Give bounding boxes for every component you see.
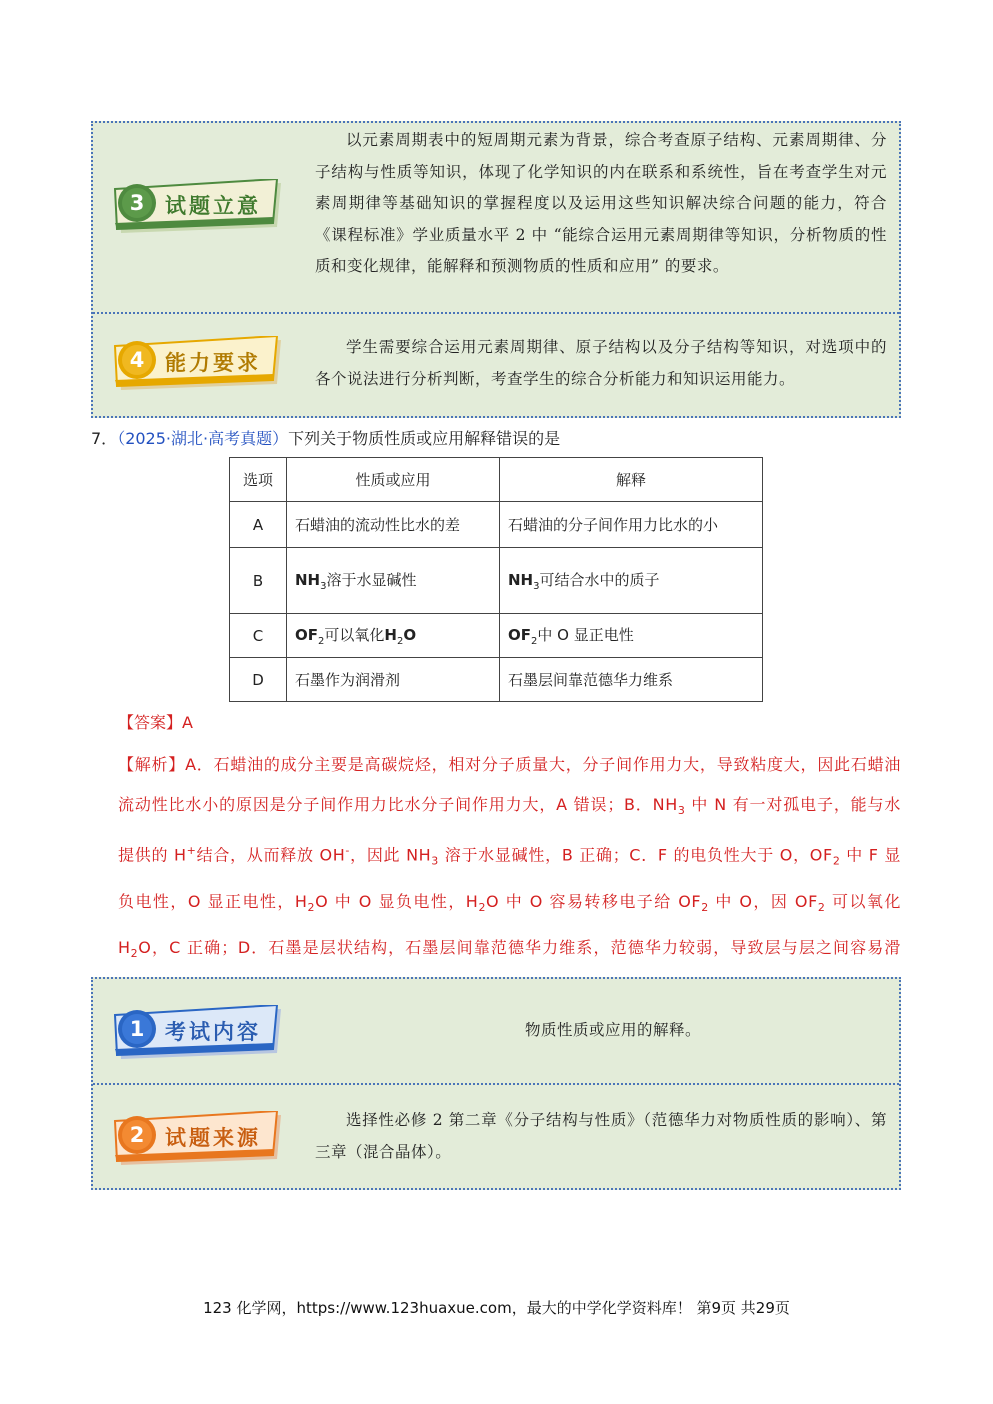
option-cell: C: [230, 614, 287, 658]
badge-label: 考试内容: [165, 1020, 261, 1044]
option-cell: A: [230, 502, 287, 548]
question-source: （2025·湖北·高考真题）: [117, 429, 289, 448]
exam-source-row: [93, 1083, 899, 1188]
badge-exam-source: [113, 1111, 285, 1165]
badge-label: 试题立意: [165, 194, 261, 218]
answer-line: [118, 710, 193, 733]
ability-row: [93, 312, 899, 416]
badge-label: 能力要求: [165, 351, 261, 375]
options-table: [229, 457, 763, 702]
ability-paragraph: 学生需要综合运用元素周期律、原子结构以及分子结构等知识，对选项中的各个说法进行分析判断，考查学生的综合分析能力和知识运用能力。: [315, 338, 887, 388]
option-cell: D: [230, 658, 287, 702]
table-row: [230, 658, 763, 702]
explanation-cell: 石蜡油的分子间作用力比水的小: [500, 502, 763, 548]
answer-value: A: [182, 713, 193, 732]
exam-content-row: [93, 979, 899, 1083]
insight-row: [93, 123, 899, 312]
analysis-label: 【解析】: [118, 755, 186, 774]
insight-box: [91, 121, 901, 418]
svg-text:2: 2: [129, 1123, 145, 1147]
page-footer: 123 化学网，https://www.123huaxue.com，最大的中学化学资料库！ 第9页 共29页: [203, 1299, 790, 1317]
explanation-cell: $OF_2$中 O 显正电性: [500, 614, 763, 658]
explanation-cell: 石墨层间靠范德华力维系: [500, 658, 763, 702]
explanation-cell: $NH_3$可结合水中的质子: [500, 548, 763, 614]
question-text: 下列关于物质性质或应用解释错误的是: [288, 429, 561, 448]
badge-ability: [113, 336, 285, 390]
question-number: 7．: [91, 429, 118, 448]
table-header-row: [230, 458, 763, 502]
svg-text:3: 3: [129, 191, 145, 215]
table-row: [230, 614, 763, 658]
badge-exam-content: [113, 1005, 285, 1059]
exam-source-paragraph: 选择性必修 2 第二章《分子结构与性质》（范德华力对物质性质的影响）、第三章（混合晶体）。: [315, 1111, 887, 1161]
header-cell: 性质或应用: [287, 458, 500, 502]
property-cell: $OF_2$可以氧化$H_2O$: [287, 614, 500, 658]
answer-label: 【答案】: [118, 713, 183, 732]
question-stem: [91, 426, 560, 449]
insight-paragraph: 以元素周期表中的短周期元素为背景，综合考查原子结构、元素周期律、分子结构与性质等知识，体现了化学知识的内在联系和系统性，旨在考查学生对元素周期律等基础知识的掌握程度以及运用这些知识解决综合问题的能力，符合《课程标准》学业质量水平 2 中 “能综合运用元素周期律等知识，分析物质的性质和变化规律，能解释和预测物质的性质和应用” 的要求。: [315, 131, 887, 275]
exam-info-box: [91, 977, 901, 1190]
svg-text:4: 4: [129, 348, 145, 372]
analysis-paragraph: 【解析】A．石蜡油的成分主要是高碳烷烃，相对分子质量大，分子间作用力大，导致粘度大，因此石蜡油流动性比水小的原因是分子间作用力比水分子间作用力大，A 错误；B．$NH_3$ 中 N 有一对孤电子，能与水提供的 H+结合，从而释放 OH-，因此 $NH_3$ 溶于水显碱性，B 正确；C．F 的电负性大于 O，$OF_2$ 中 F 显负电性，O 显正电性，$H_2O$ 中 O 显负电性，$H_2O$ 中 O 容易转移电子给 $OF_2$ 中 O，因 $OF_2$ 可以氧化 $H_2O$，C 正确；D．石墨是层状结构，石墨层间靠范德华力维系，范德华力较弱，导致层与层之间容易滑: [118, 755, 902, 961]
table-row: [230, 502, 763, 548]
option-cell: B: [230, 548, 287, 614]
svg-text:1: 1: [129, 1017, 145, 1041]
property-cell: 石墨作为润滑剂: [287, 658, 500, 702]
header-cell: 解释: [500, 458, 763, 502]
header-cell: 选项: [230, 458, 287, 502]
table-row: [230, 548, 763, 614]
badge-insight: [113, 179, 285, 233]
property-cell: 石蜡油的流动性比水的差: [287, 502, 500, 548]
property-cell: $NH_3$溶于水显碱性: [287, 548, 500, 614]
exam-content-paragraph: 物质性质或应用的解释。: [525, 1021, 702, 1039]
badge-label: 试题来源: [165, 1126, 261, 1150]
